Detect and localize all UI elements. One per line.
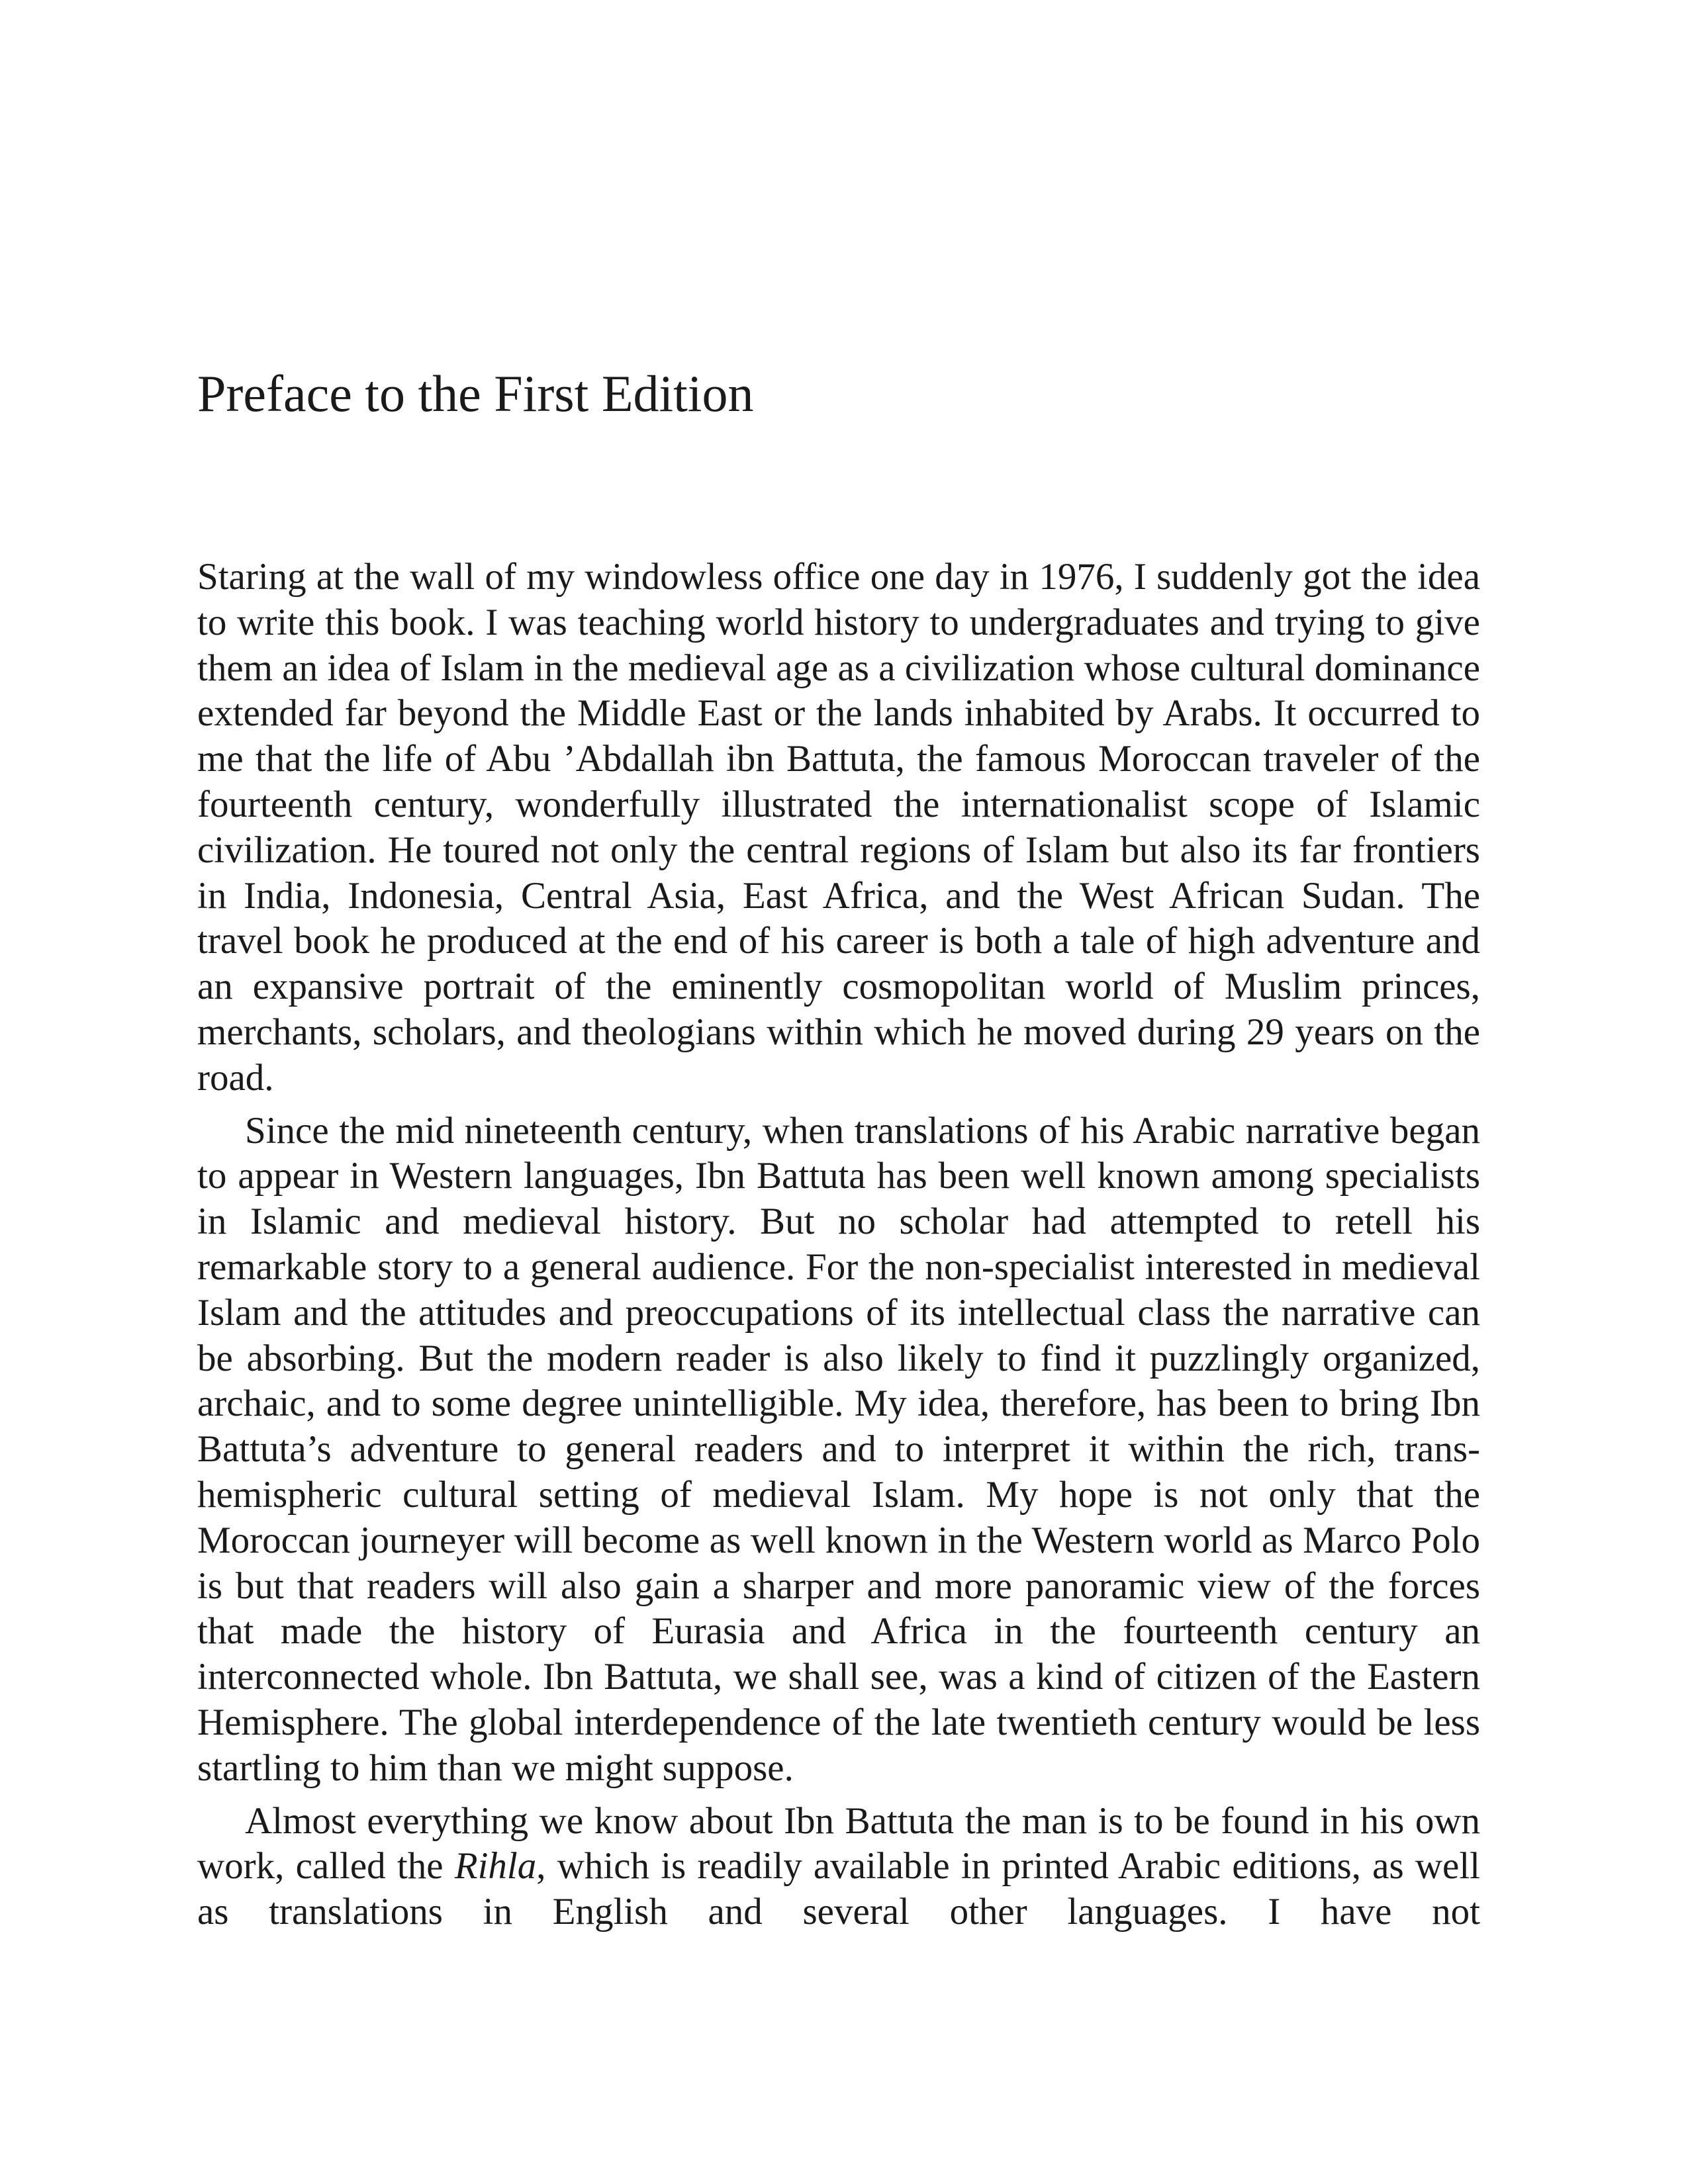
paragraph-3-text-start: Almost everything we know about Ibn Battuta the man is to be found in his own work, called the	[197, 1799, 1480, 1888]
paragraph-3	[197, 1799, 1480, 1935]
paragraph-3-text-end: , which is readily available in printed Arabic editions, as well as translations in English and several other languages. I have not	[197, 1845, 1480, 1933]
rihla-title: Rihla	[454, 1845, 537, 1888]
paragraph-1: Staring at the wall of my windowless office one day in 1976, I suddenly got the idea to write this book. I was teaching world history to undergraduates and trying to give them an idea of Islam in the medieval age as a civilization whose cultural dominance extended far beyond the Middle East or the lands inhabited by Arabs. It occurred to me that the life of Abu ’Abdallah ibn Battuta, the famous Moroccan traveler of the fourteenth century, wonderfully illustrated the internationalist scope of Islamic civilization. He toured not only the central regions of Islam but also its far frontiers in India, Indonesia, Central Asia, East Africa, and the West African Sudan. The travel book he produced at the end of his career is both a tale of high adventure and an expansive portrait of the eminently cosmopolitan world of Muslim princes, merchants, scholars, and theologians within which he moved during 29 years on the road.	[197, 556, 1480, 1099]
page-title: Preface to the First Edition	[197, 365, 754, 422]
body-text	[197, 555, 1480, 1942]
paragraph-2: Since the mid nineteenth century, when translations of his Arabic narrative began to appear in Western languages, Ibn Battuta has been well known among specialists in Islamic and medieval history. But no scholar had attempted to retell his remarkable story to a general audience. For the non-specialist interested in medieval Islam and the attitudes and preoccupations of its intellectual class the narrative can be absorbing. But the modern reader is also likely to find it puzzlingly organized, archaic, and to some degree unintelligible. My idea, therefore, has been to bring Ibn Battuta’s adventure to general readers and to interpret it within the rich, trans-hemispheric cultural setting of medieval Islam. My hope is not only that the Moroccan journeyer will become as well known in the Western world as Marco Polo is but that readers will also gain a sharper and more panoramic view of the forces that made the history of Eurasia and Africa in the fourteenth century an interconnected whole. Ibn Battuta, we shall see, was a kind of citizen of the Eastern Hemisphere. The global interdependence of the late twentieth century would be less startling to him than we might suppose.	[197, 1109, 1480, 1789]
